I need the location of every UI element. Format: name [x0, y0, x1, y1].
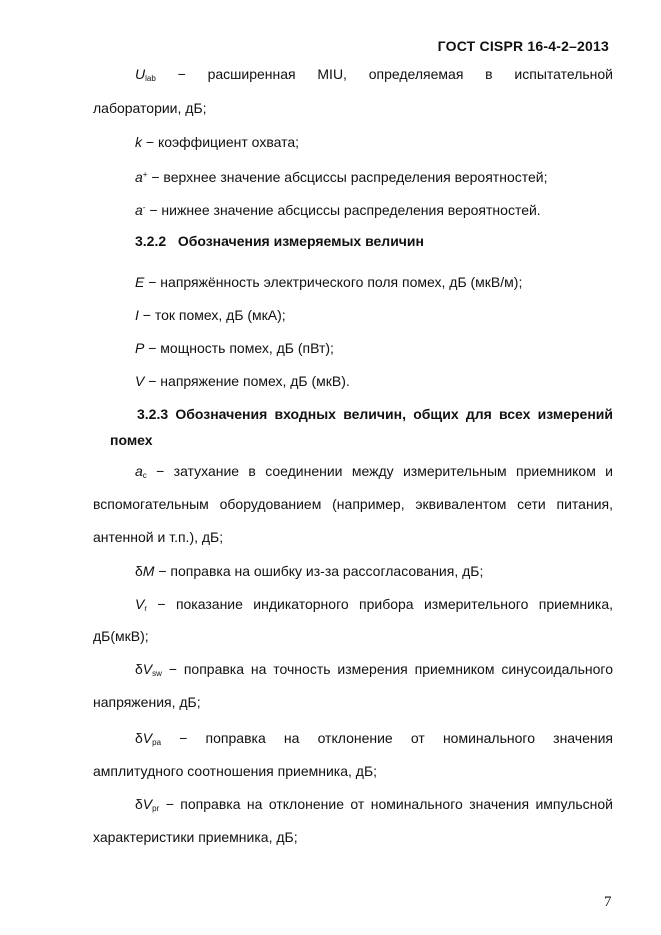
definition-text: − мощность помех, дБ (пВт);: [148, 340, 334, 356]
def-a-plus: a+ − верхнее значение абсциссы распределения вероятностей;: [135, 169, 548, 185]
definition-text: − коэффициент охвата;: [145, 134, 300, 150]
symbol: k: [135, 134, 142, 150]
definition-text: − поправка на точность измерения приемником синусоидального: [168, 661, 613, 677]
definition-text: − поправка на отклонение от номинального значения: [179, 730, 613, 746]
def-a-minus: a- − нижнее значение абсциссы распределения вероятностей.: [135, 202, 541, 218]
symbol: $\delta V_{pr}$: [135, 796, 160, 813]
symbol: a: [135, 169, 143, 185]
def-v: [135, 372, 613, 390]
definition-text: − нижнее значение абсциссы распределения вероятностей.: [149, 202, 541, 218]
def-e: [135, 273, 613, 291]
section-heading-3-2-3-line-2: помех: [110, 432, 153, 448]
symbol: $U_{lab}$: [135, 66, 156, 83]
def-delta-vpr-line-1: [135, 795, 613, 818]
def-vr-line-2: дБ(мкВ);: [93, 628, 149, 644]
symbol: $a_c$: [135, 463, 147, 480]
def-k: [135, 133, 613, 151]
def-vr-line-1: [135, 595, 613, 618]
section-heading-3-2-3-line-1: 3.2.3 Обозначения входных величин, общих для всех измерений: [137, 406, 613, 422]
def-ac-line-1: [135, 462, 613, 485]
def-delta-vpr-line-2: характеристики приемника, дБ;: [93, 829, 298, 845]
definition-text: − расширенная MIU, определяемая в испытательной: [177, 66, 613, 82]
symbol: I: [135, 307, 139, 323]
def-delta-m: [135, 562, 613, 580]
section-number: 3.2.2: [135, 233, 167, 249]
symbol: $V_r$: [135, 596, 148, 613]
symbol: E: [135, 274, 145, 290]
symbol: a: [135, 202, 143, 218]
section-heading-3-2-2: [135, 232, 613, 250]
def-i: [135, 306, 613, 324]
symbol: $\delta V_{sw}$: [135, 661, 162, 678]
def-delta-vpa-line-2: амплитудного соотношения приемника, дБ;: [93, 763, 378, 779]
definition-text: − поправка на отклонение от номинального значения импульсной: [165, 796, 613, 812]
def-ac-line-3: антенной и т.п.), дБ;: [93, 529, 224, 545]
def-ulab-line-1: [135, 65, 613, 88]
symbol: $\delta V_{pa}$: [135, 730, 162, 747]
definition-text: − напряжение помех, дБ (мкВ).: [148, 373, 350, 389]
section-title: Обозначения измеряемых величин: [177, 233, 424, 249]
document-code-header: ГОСТ CISPR 16-4-2–2013: [437, 38, 609, 54]
def-delta-vsw-line-2: напряжения, дБ;: [93, 694, 201, 710]
definition-text: − верхнее значение абсциссы распределения вероятностей;: [151, 169, 548, 185]
def-p: [135, 339, 613, 357]
definition-text: − показание индикаторного прибора измерительного приемника,: [157, 596, 613, 612]
symbol: P: [135, 340, 145, 356]
definition-text: − ток помех, дБ (мкА);: [142, 307, 286, 323]
symbol: V: [135, 373, 145, 389]
definition-text: − поправка на ошибку из-за рассогласования, дБ;: [158, 563, 484, 579]
definition-text: − напряжённость электрического поля помех, дБ (мкВ/м);: [148, 274, 523, 290]
page-number: 7: [604, 894, 612, 910]
definition-text: − затухание в соединении между измерительным приемником и: [156, 463, 613, 479]
symbol: δM: [135, 563, 155, 579]
def-delta-vsw-line-1: [135, 660, 613, 683]
def-ac-line-2: вспомогательным оборудованием (например, эквивалентом сети питания,: [93, 496, 613, 512]
def-delta-vpa-line-1: [135, 729, 613, 752]
def-ulab-line-2: лаборатории, дБ;: [93, 100, 207, 116]
